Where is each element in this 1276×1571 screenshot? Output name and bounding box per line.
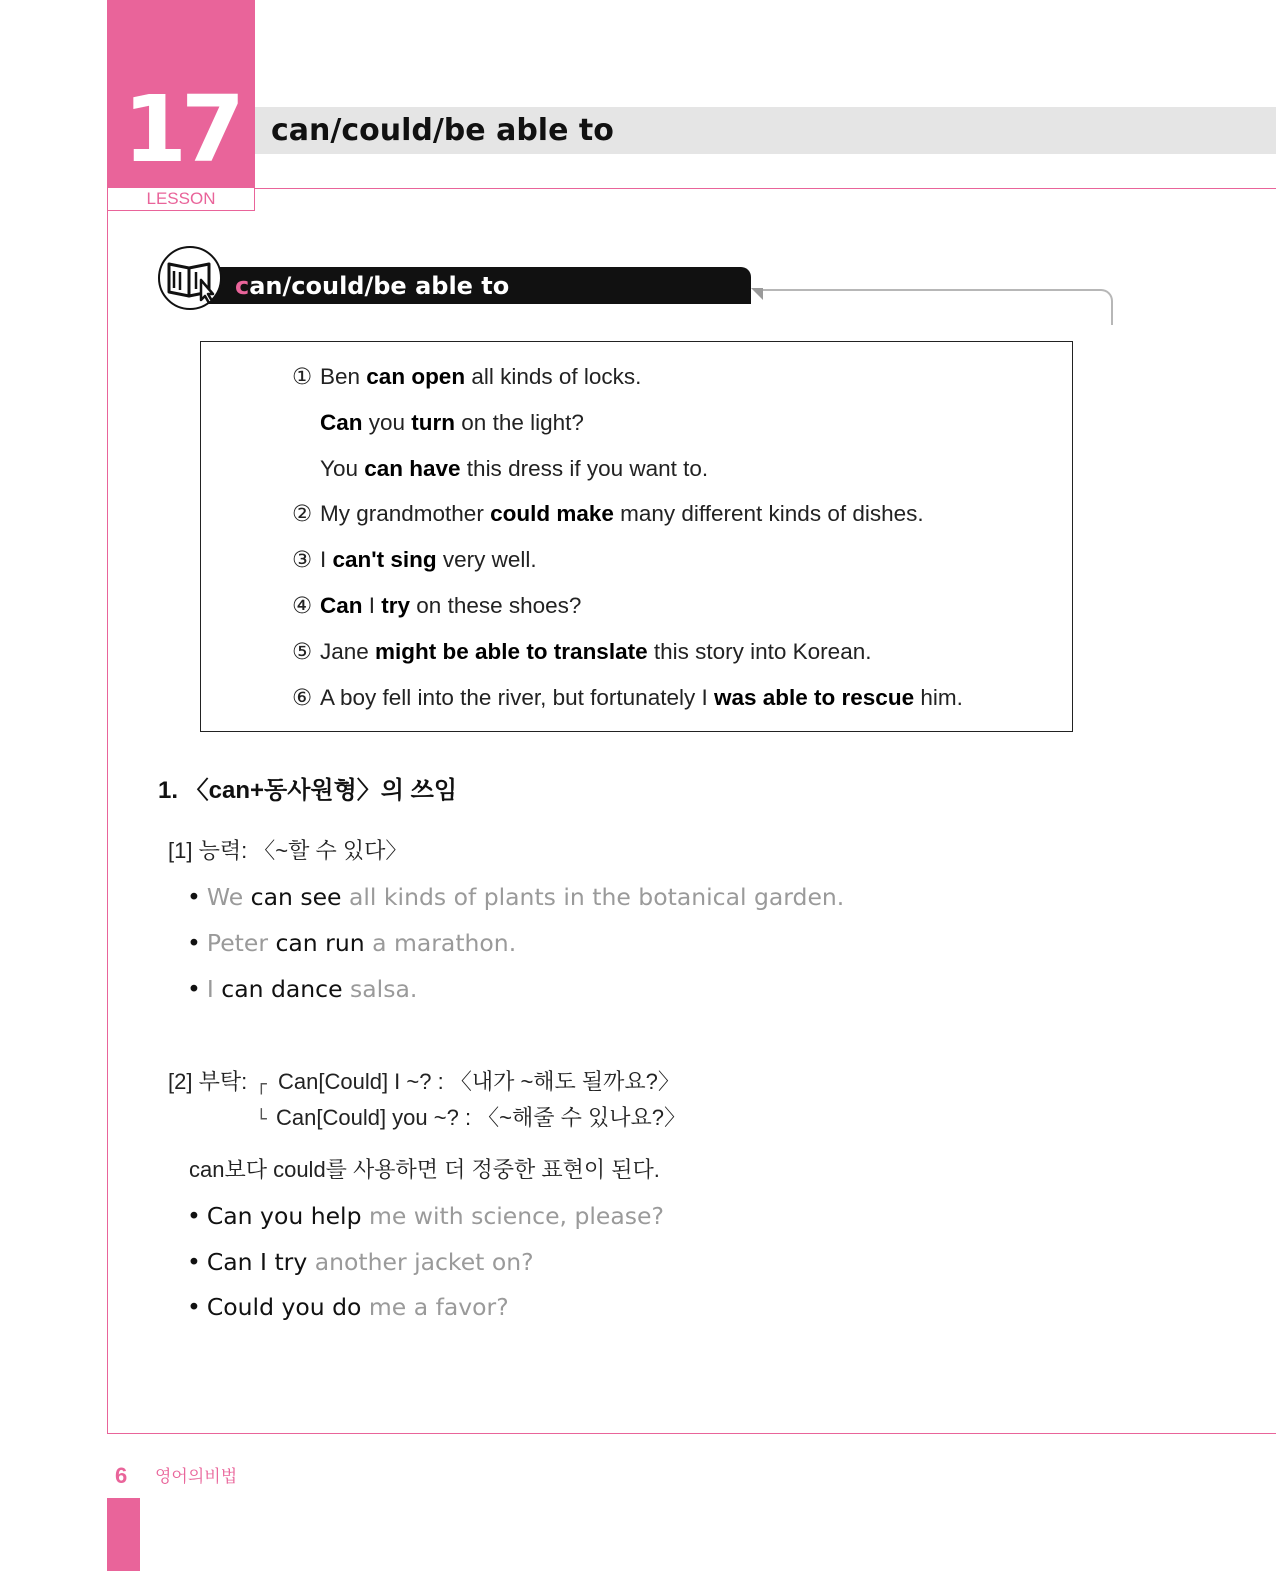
request-bracket-top: ┌ (256, 1074, 267, 1095)
example-number: ① (292, 364, 313, 389)
key-expression: can run (275, 929, 365, 957)
example-bullet (187, 973, 417, 1005)
section-title (235, 267, 509, 305)
sentence-text: Peter (206, 929, 276, 957)
example-sentence (292, 683, 963, 713)
key-expression: was able to rescue (713, 684, 915, 710)
example-number: ⑥ (292, 684, 313, 710)
key-expression: turn (411, 409, 456, 435)
key-expression: Can (320, 409, 363, 435)
sentence-text: you (362, 409, 412, 435)
sentence-text: Ben (320, 364, 367, 389)
example-bullet (187, 881, 844, 913)
sentence-text: all kinds of locks. (465, 364, 642, 389)
sentence-text: this dress if you want to. (460, 455, 709, 481)
sentence-text: We (206, 883, 251, 911)
key-expression: could make (490, 501, 614, 527)
lesson-title-bar (255, 107, 1276, 154)
book-name: 영어의비법 (155, 1467, 238, 1486)
example-sentence (292, 454, 708, 484)
example-bullet (187, 1291, 509, 1323)
bullet-dot: • (187, 883, 201, 911)
key-expression: Can (320, 593, 363, 618)
section-title-rest: an/could/be able to (249, 272, 510, 300)
bullet-dot: • (187, 1202, 201, 1230)
sentence-text: My grandmother (320, 501, 491, 527)
section-banner-notch (751, 288, 763, 300)
example-bullet (187, 1200, 664, 1232)
example-sentence (292, 591, 581, 621)
section-title-underline (757, 289, 1113, 325)
key-expression: try (381, 593, 411, 618)
section-1-heading: 1. 〈can+동사원형〉의 쓰임 (158, 777, 458, 804)
key-expression: might be able to translate (375, 638, 648, 664)
bullet-dot: • (187, 929, 201, 957)
sentence-text: A boy fell into the river, but fortunately I (320, 684, 714, 710)
example-number: ④ (292, 593, 313, 618)
example-sentence (292, 408, 584, 438)
example-number: ⑤ (292, 638, 313, 664)
request-bracket-bottom: └ (256, 1109, 267, 1130)
request-label: [2] 부탁: (168, 1069, 248, 1094)
lesson-label: LESSON (107, 188, 255, 211)
sentence-text: me a favor? (361, 1293, 509, 1321)
sentence-text: another jacket on? (307, 1247, 534, 1276)
key-expression: can open (366, 364, 466, 389)
ability-label: [1] 능력: 〈~할 수 있다〉 (168, 838, 408, 863)
example-sentence (292, 545, 537, 575)
example-sentence (292, 499, 924, 529)
example-sentences-box (200, 341, 1073, 732)
example-sentence (292, 637, 871, 667)
footer-tab (107, 1498, 140, 1571)
book-icon (158, 246, 222, 310)
sentence-text: I (320, 547, 333, 573)
key-expression: Can I try (206, 1247, 308, 1276)
sentence-text: me with science, please? (361, 1202, 664, 1230)
key-expression: can see (250, 883, 342, 911)
sentence-text: You (320, 455, 365, 481)
request-pattern-2: Can[Could] you ~? : 〈~해줄 수 있나요?〉 (276, 1105, 686, 1130)
example-bullet (187, 1246, 534, 1278)
bullet-dot: • (187, 1247, 201, 1276)
key-expression: Can you help (206, 1202, 362, 1230)
lesson-number-block (107, 0, 255, 188)
sentence-text: a marathon. (364, 929, 517, 957)
bullet-dot: • (187, 975, 201, 1003)
example-number: ② (292, 501, 313, 527)
sentence-text: on these shoes? (410, 593, 582, 618)
request-pattern-1: Can[Could] I ~? : 〈내가 ~해도 될까요?〉 (278, 1069, 680, 1094)
sentence-text: very well. (436, 547, 537, 573)
request-note: can보다 could를 사용하면 더 정중한 표현이 된다. (189, 1157, 660, 1182)
sentence-text: I (362, 593, 382, 618)
example-bullet (187, 927, 516, 959)
section-title-banner (205, 267, 751, 304)
sentence-text: salsa. (342, 975, 418, 1003)
key-expression: Could you do (206, 1293, 362, 1321)
sentence-text: I (206, 975, 222, 1003)
left-margin-rule (107, 210, 108, 1434)
sentence-text: Jane (320, 638, 376, 664)
sentence-text: on the light? (455, 409, 584, 435)
key-expression: can't sing (332, 547, 437, 573)
key-expression: can dance (221, 975, 343, 1003)
sentence-text: many different kinds of dishes. (613, 501, 924, 527)
key-expression: can have (364, 455, 461, 481)
bullet-dot: • (187, 1293, 201, 1321)
example-number: ③ (292, 547, 313, 573)
sentence-text: all kinds of plants in the botanical garden. (341, 883, 845, 911)
sentence-text: this story into Korean. (647, 638, 872, 664)
example-sentence (292, 362, 641, 392)
page-number: 6 (115, 1463, 128, 1488)
lesson-number: 17 (122, 76, 240, 183)
header-divider (255, 188, 1276, 189)
bottom-rule (107, 1433, 1276, 1434)
sentence-text: him. (914, 684, 963, 710)
section-title-first-letter: c (235, 272, 250, 300)
lesson-title: can/could/be able to (271, 113, 614, 148)
